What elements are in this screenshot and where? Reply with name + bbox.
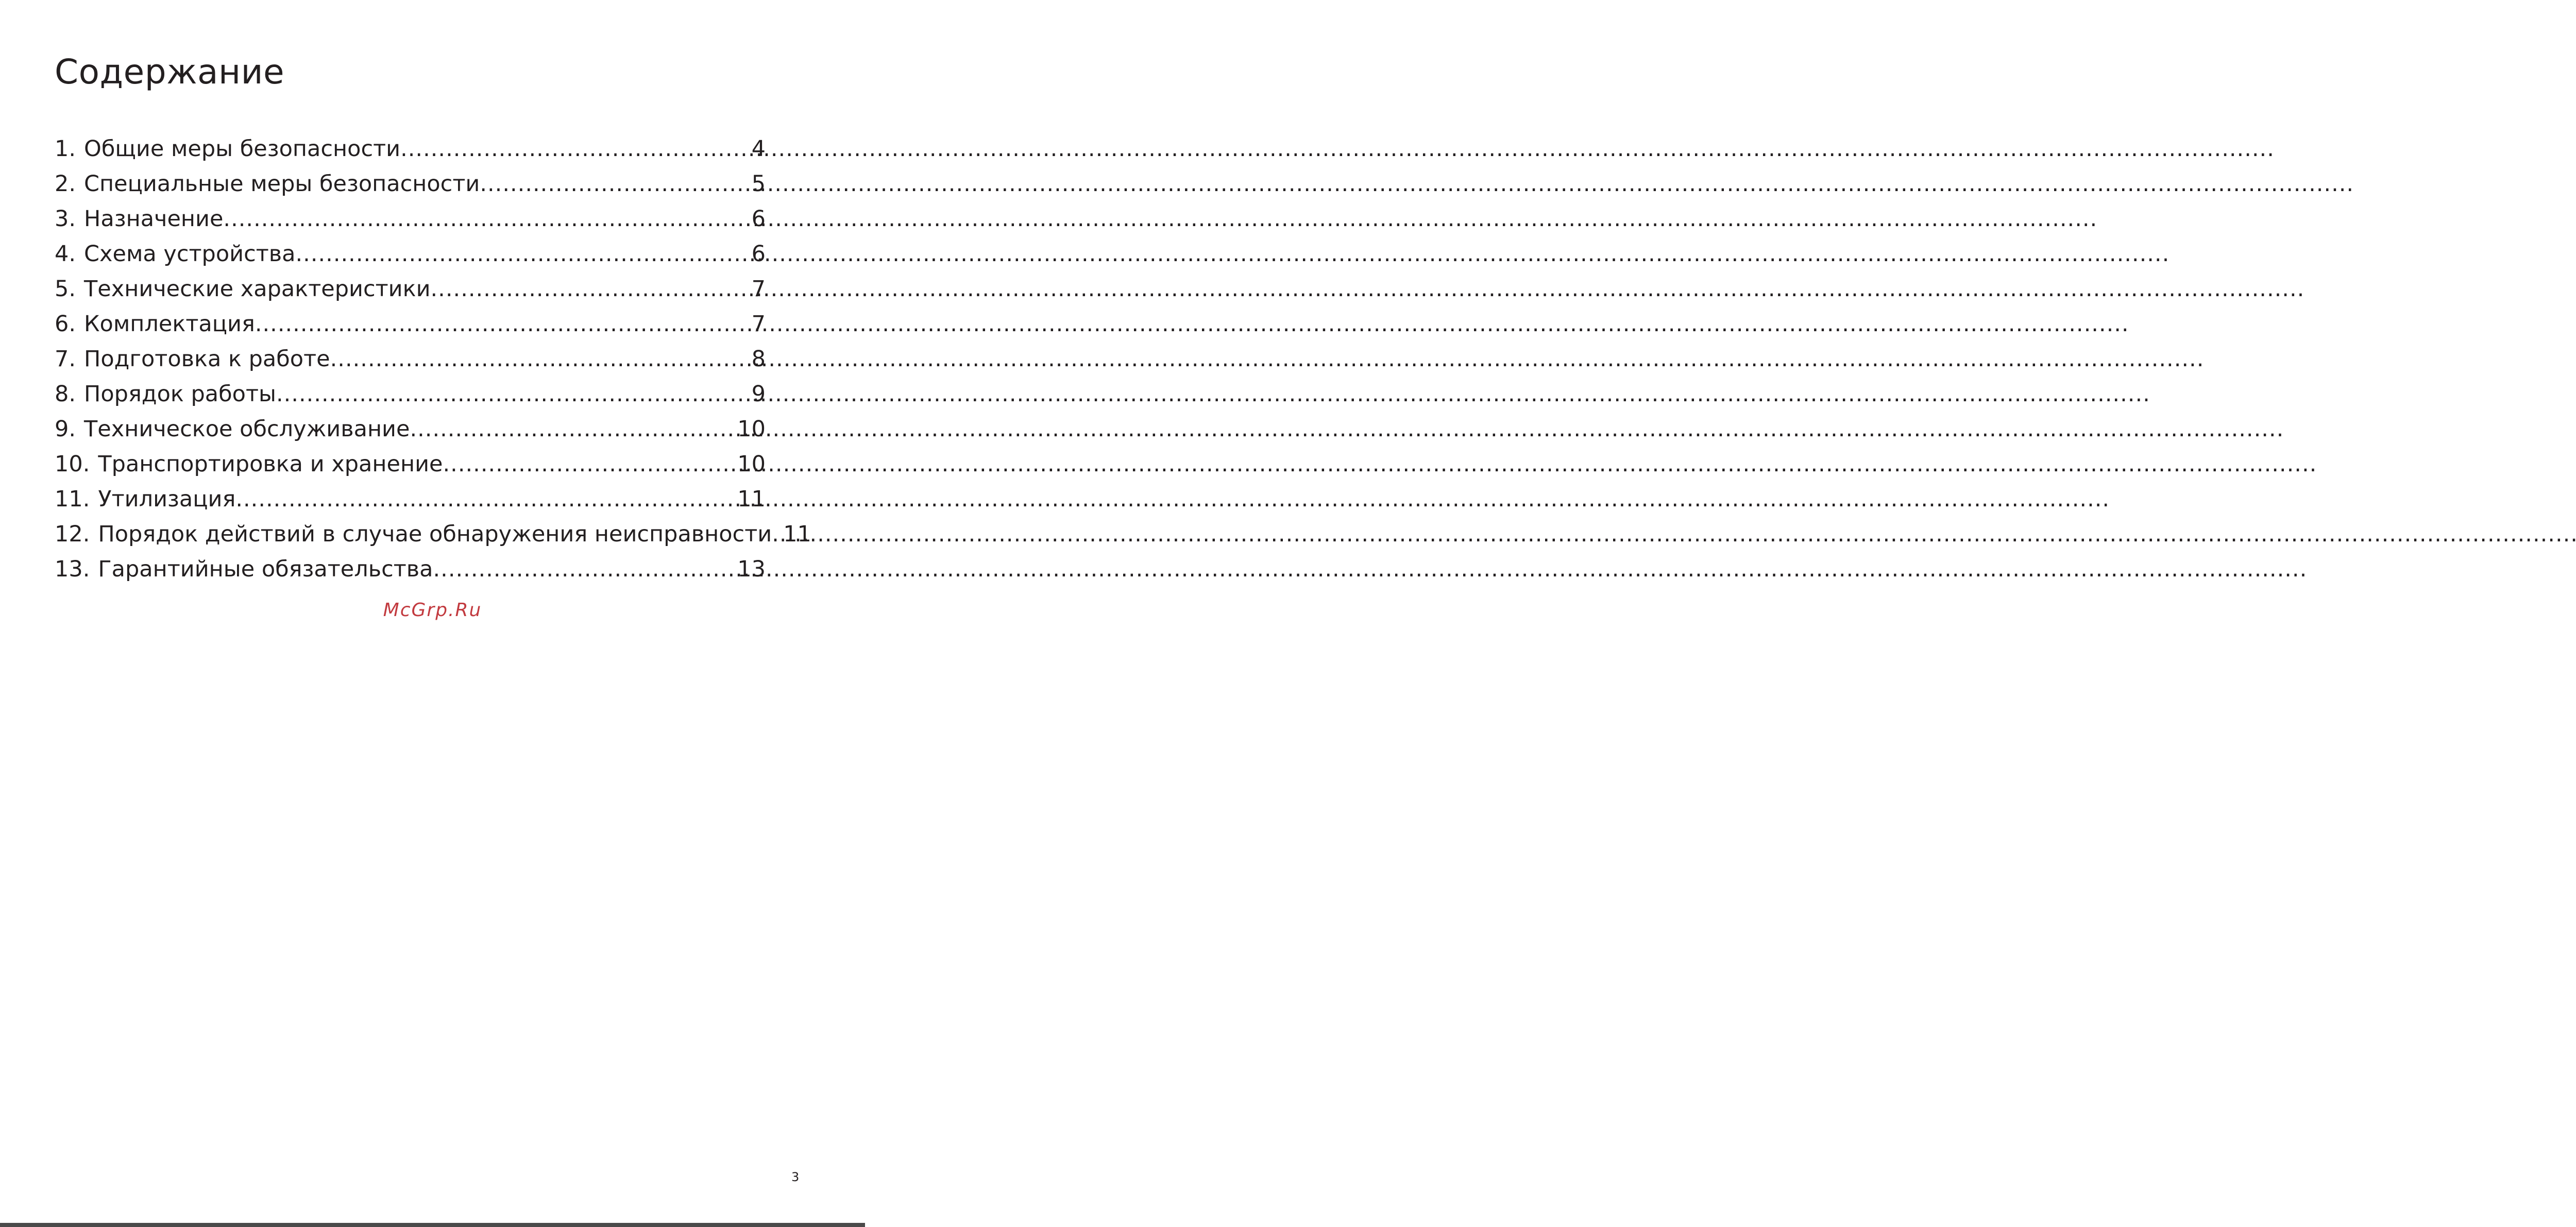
toc-leader-dots	[410, 412, 736, 447]
toc-item-label: Порядок действий в случае обнаружения неисправности	[98, 521, 772, 547]
page-number: 3	[791, 1170, 800, 1184]
toc-item-page: 7	[751, 276, 766, 302]
toc-item[interactable]	[55, 482, 766, 517]
toc-item-page: 7	[751, 311, 766, 337]
toc-item-label: Подготовка к работе	[84, 346, 330, 372]
toc-item-page: 11	[783, 521, 811, 547]
toc-leader-dots	[223, 201, 750, 236]
toc-item[interactable]	[55, 342, 766, 377]
toc-item-number: 3.	[55, 206, 76, 232]
toc-leader-dots	[255, 306, 751, 342]
toc-item[interactable]	[55, 131, 766, 166]
toc-item-number: 9.	[55, 416, 76, 442]
toc-leader-dots	[443, 447, 737, 482]
toc-item-number: 2.	[55, 171, 76, 197]
toc-item-label: Порядок работы	[84, 381, 276, 407]
toc-item[interactable]	[55, 271, 766, 306]
toc-item-label: Схема устройства	[84, 241, 296, 267]
bottom-divider	[0, 1223, 865, 1227]
toc-item-page: 5	[751, 171, 766, 197]
toc-item-number: 10.	[55, 451, 90, 477]
toc-item-number: 8.	[55, 381, 76, 407]
toc-item[interactable]	[55, 166, 766, 201]
toc-item-label: Назначение	[84, 206, 224, 232]
toc-leader-dots	[295, 236, 750, 271]
toc-item-page: 9	[751, 381, 766, 407]
toc-item-number: 5.	[55, 276, 76, 302]
toc-item-label: Специальные меры безопасности	[84, 171, 480, 197]
toc-item-page: 10	[737, 451, 766, 477]
toc-leader-dots	[235, 482, 736, 517]
toc-item-number: 4.	[55, 241, 76, 267]
toc-item-label: Утилизация	[98, 486, 236, 512]
toc-item-page: 10	[737, 416, 766, 442]
toc-item[interactable]	[55, 236, 766, 271]
toc-item-label: Технические характеристики	[84, 276, 431, 302]
toc-item[interactable]	[55, 306, 766, 342]
toc-leader-dots	[772, 517, 782, 552]
toc-item-page: 13	[737, 556, 766, 582]
toc-item[interactable]	[55, 552, 766, 587]
toc-item[interactable]	[55, 201, 766, 236]
toc-leader-dots	[431, 271, 751, 306]
toc-item-page: 6	[751, 206, 766, 232]
toc-leader-dots	[433, 552, 736, 587]
toc-leader-dots	[276, 377, 751, 412]
page-title: Содержание	[55, 52, 285, 92]
toc-item-number: 6.	[55, 311, 76, 337]
toc-item-page: 4	[751, 136, 766, 162]
toc-item-number: 1.	[55, 136, 76, 162]
toc-leader-dots	[480, 166, 750, 201]
toc-item-label: Комплектация	[84, 311, 255, 337]
toc-item[interactable]	[55, 517, 811, 552]
table-of-contents	[55, 131, 811, 587]
toc-item[interactable]	[55, 412, 766, 447]
toc-item-page: 6	[751, 241, 766, 267]
watermark-text: McGrp.Ru	[383, 600, 482, 621]
toc-item-number: 13.	[55, 556, 90, 582]
toc-item[interactable]	[55, 377, 766, 412]
toc-item-label: Общие меры безопасности	[84, 136, 401, 162]
toc-item-number: 11.	[55, 486, 90, 512]
toc-item-page: 8	[751, 346, 766, 372]
toc-item-label: Транспортировка и хранение	[98, 451, 443, 477]
toc-item[interactable]	[55, 447, 766, 482]
toc-leader-dots	[400, 131, 751, 166]
toc-item-number: 7.	[55, 346, 76, 372]
toc-leader-dots	[330, 342, 751, 377]
toc-item-page: 11	[737, 486, 766, 512]
toc-item-number: 12.	[55, 521, 90, 547]
toc-item-label: Техническое обслуживание	[84, 416, 410, 442]
toc-item-label: Гарантийные обязательства	[98, 556, 433, 582]
